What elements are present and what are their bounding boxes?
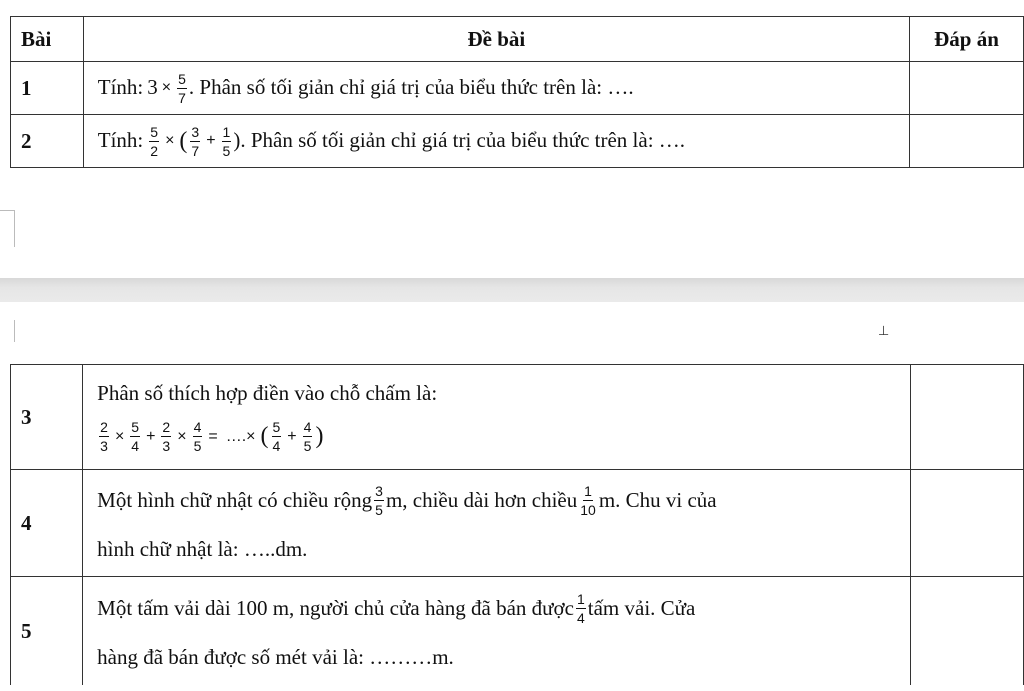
answer-cell[interactable] [909,62,1023,115]
problem-text: ). Phân số tối giản chỉ giá trị của biểu thức trên là: …. [233,128,686,153]
table-row-4 [11,470,1024,577]
plus-sign: + [146,428,156,445]
numerator: 5 [131,419,140,436]
answer-cell[interactable] [911,577,1024,686]
page-gap [0,278,1024,302]
problem-number: 1 [11,62,84,115]
times-sign: × [114,428,125,445]
problem-text: m, chiều dài hơn chiều [385,487,578,512]
fraction [149,125,159,158]
denominator: 4 [131,438,140,455]
problem-number: 5 [11,577,83,686]
fraction [374,484,384,517]
numerator: 5 [150,123,159,140]
blank-dots: ….× [225,428,256,445]
fraction [303,420,313,453]
problem-number: 4 [11,470,83,577]
denominator: 4 [272,438,281,455]
times-sign: × [165,132,175,150]
numerator: 2 [162,419,171,436]
times-sign: × [161,79,172,97]
numerator: 1 [576,590,585,607]
problem-statement[interactable] [83,62,909,115]
numerator: 4 [193,419,202,436]
header-de-bai: Đề bài [83,17,909,62]
problem-number: 2 [11,115,84,168]
document-page-top [0,0,1024,278]
problem-number: 3 [11,365,83,470]
problem-statement[interactable] [83,470,911,577]
denominator: 3 [100,438,108,455]
problem-statement[interactable] [83,577,911,686]
fraction [99,420,109,453]
numerator: 5 [272,419,281,436]
close-paren: ) [315,423,324,450]
open-paren: ( [260,423,269,450]
denominator: 5 [303,438,312,455]
problem-table-bottom [10,364,1024,685]
problem-text: Một tấm vải dài 100 m, người chủ cửa hàng đã bán được [97,595,574,620]
fraction [576,592,586,625]
problem-text: Một hình chữ nhật có chiều rộng [97,487,373,512]
table-row-3 [11,365,1024,470]
numerator: 3 [375,482,383,499]
answer-cell[interactable] [909,115,1023,168]
numerator: 1 [222,123,231,140]
open-paren: ( [179,127,188,154]
answer-cell[interactable] [911,365,1024,470]
table-header-row [11,17,1024,62]
numerator: 5 [178,70,186,87]
plus-sign: + [206,132,216,150]
problem-text: hình chữ nhật là: …..dm. [97,536,308,561]
numerator: 1 [584,482,592,499]
denominator: 5 [222,142,231,159]
document-page-bottom [0,302,1024,691]
fraction [161,420,171,453]
problem-text: Phân số thích hợp điền vào chỗ chấm là: [97,380,438,405]
problem-label: Tính: [97,75,144,100]
denominator: 10 [580,501,596,518]
problem-statement[interactable] [83,115,909,168]
fraction [177,72,187,105]
text-cursor-icon: ⊥ [878,324,890,339]
table-row-5 [11,577,1024,686]
whole-number: 3 [147,75,158,100]
times-sign: × [177,428,187,445]
plus-sign: + [287,428,297,445]
fraction [193,420,203,453]
denominator: 5 [375,501,383,518]
equals-sign: = [208,428,218,445]
numerator: 4 [303,419,312,436]
problem-label: Tính: [97,128,144,153]
fraction [579,484,597,517]
denominator: 3 [162,438,171,455]
problem-text: tấm vải. Cửa [587,595,696,620]
numerator: 3 [191,123,200,140]
numerator: 2 [100,419,108,436]
answer-cell[interactable] [911,470,1024,577]
fraction [272,420,282,453]
problem-text: m. Chu vi của [598,487,717,512]
problem-statement[interactable] [83,365,911,470]
denominator: 7 [191,142,200,159]
margin-marker [0,320,15,342]
header-dap-an: Đáp án [909,17,1023,62]
fraction [190,125,200,158]
denominator: 7 [178,89,186,106]
denominator: 4 [576,609,585,626]
header-bai: Bài [11,17,84,62]
problem-table-top [10,16,1024,168]
fraction [130,420,140,453]
margin-marker [0,210,15,247]
denominator: 2 [150,142,159,159]
table-row-1 [11,62,1024,115]
fraction [222,125,232,158]
problem-text: hàng đã bán được số mét vải là: ………m. [97,644,454,669]
denominator: 5 [193,438,202,455]
table-row-2 [11,115,1024,168]
problem-text: . Phân số tối giản chỉ giá trị của biểu thức trên là: …. [188,75,634,100]
